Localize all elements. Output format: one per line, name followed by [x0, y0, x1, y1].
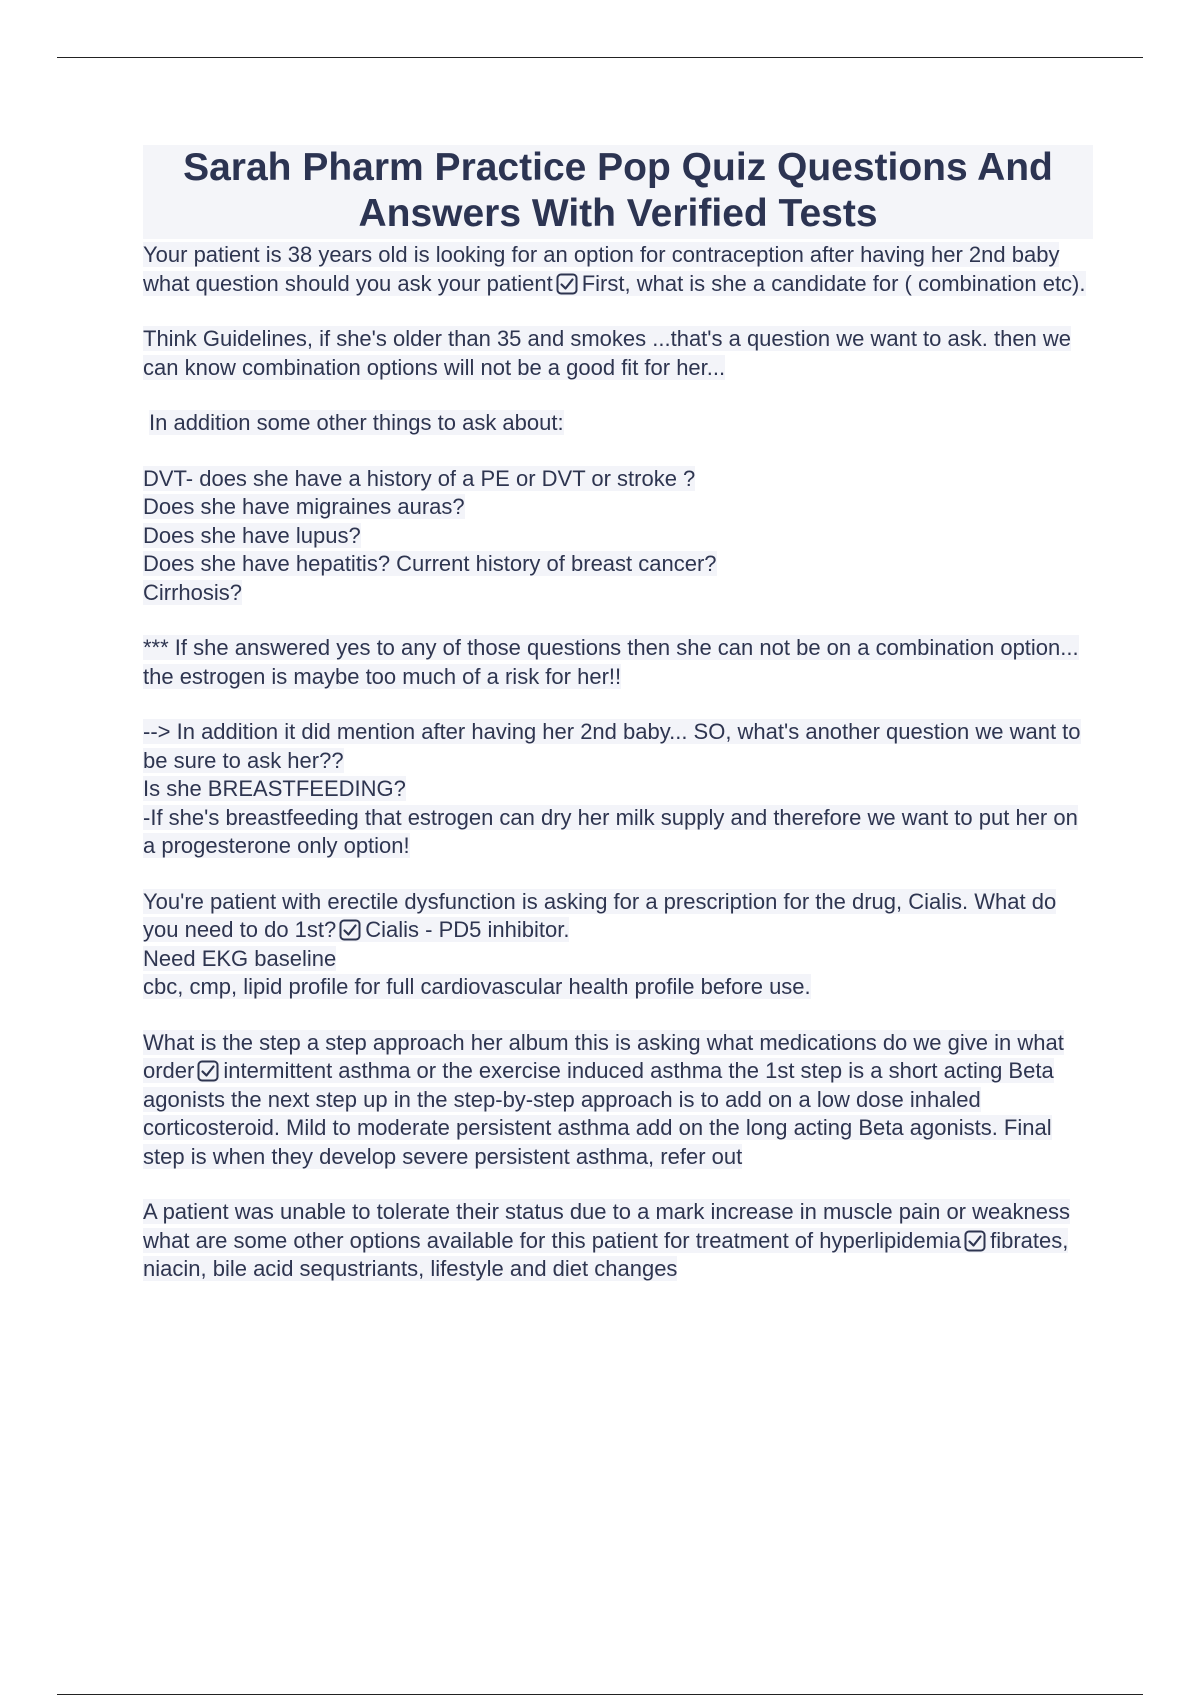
- document-body: [143, 241, 1093, 1284]
- list-item: Does she have hepatitis? Current history of breast cancer?: [143, 551, 717, 576]
- question-text: A patient was unable to tolerate their status due to a mark increase in muscle pain or weakness what are some other options available for this patient for treatment of hyperlipidemia: [143, 1199, 1070, 1253]
- paragraph-line: --> In addition it did mention after having her 2nd baby... SO, what's another question we want to be sure to ask her??: [143, 719, 1081, 773]
- list-item: Does she have migraines auras?: [143, 494, 465, 519]
- paragraph-line: Is she BREASTFEEDING?: [143, 776, 406, 801]
- question-text: You're patient with erectile dysfunction is asking for a prescription for the drug, Cialis. What do you need to do 1st?: [143, 888, 1057, 942]
- yes-answer-paragraph: *** If she answered yes to any of those questions then she can not be on a combination option... the estrogen is maybe too much of a risk for her!!: [143, 635, 1079, 689]
- qa-item-cialis: [143, 888, 1093, 1002]
- checkbox-check-icon: [964, 1230, 986, 1252]
- risk-questions-list: [143, 465, 1093, 608]
- qa-item-contraception: [143, 241, 1093, 298]
- breastfeeding-paragraph: [143, 718, 1093, 861]
- document-title: Sarah Pharm Practice Pop Quiz Questions And Answers With Verified Tests: [183, 146, 1053, 235]
- checkbox-check-icon: [339, 919, 361, 941]
- list-item: DVT- does she have a history of a PE or DVT or stroke ?: [143, 465, 696, 491]
- answer-text: Cialis - PD5 inhibitor.: [365, 917, 570, 942]
- list-item: Does she have lupus?: [143, 522, 361, 548]
- question-text: What is the step a step approach her album this is asking what medications do we give in what order: [143, 1029, 1064, 1083]
- list-item: Cirrhosis?: [143, 579, 243, 605]
- checkbox-check-icon: [556, 273, 578, 295]
- header-rule: [57, 57, 1143, 58]
- question-text: Your patient is 38 years old is looking for an option for contraception after having her 2nd baby what question should you ask your patient: [143, 242, 1060, 296]
- answer-text: First, what is she a candidate for ( combination etc).: [581, 270, 1086, 296]
- answer-text: intermittent asthma or the exercise induced asthma the 1st step is a short acting Beta agonists the next step up in the step-by-step approach is to add on a low dose inhaled corticosteroid. Mild to moderate persistent asthma add on the long acting Beta agonists. Final step is when they develop severe persistent asthma, refer out: [143, 1058, 1054, 1169]
- qa-item-asthma: [143, 1029, 1093, 1172]
- checkbox-check-icon: [197, 1060, 219, 1082]
- footer-rule: [57, 1694, 1143, 1695]
- answer-text: fibrates, niacin, bile acid sequstriants, lifestyle and diet changes: [143, 1227, 1069, 1281]
- paragraph-line: -If she's breastfeeding that estrogen can dry her milk supply and therefore we want to put her on a progesterone only option!: [143, 804, 1078, 858]
- answer-extra-line: cbc, cmp, lipid profile for full cardiovascular health profile before use.: [143, 974, 811, 999]
- title-band: [143, 145, 1093, 239]
- addition-paragraph: In addition some other things to ask about:: [149, 410, 564, 435]
- document-page: [143, 145, 1093, 1284]
- answer-extra-line: Need EKG baseline: [143, 945, 337, 971]
- qa-item-hyperlipidemia: [143, 1198, 1093, 1284]
- guidelines-paragraph: Think Guidelines, if she's older than 35 and smokes ...that's a question we want to ask. then we can know combination options will not be a good fit for her...: [143, 326, 1072, 380]
